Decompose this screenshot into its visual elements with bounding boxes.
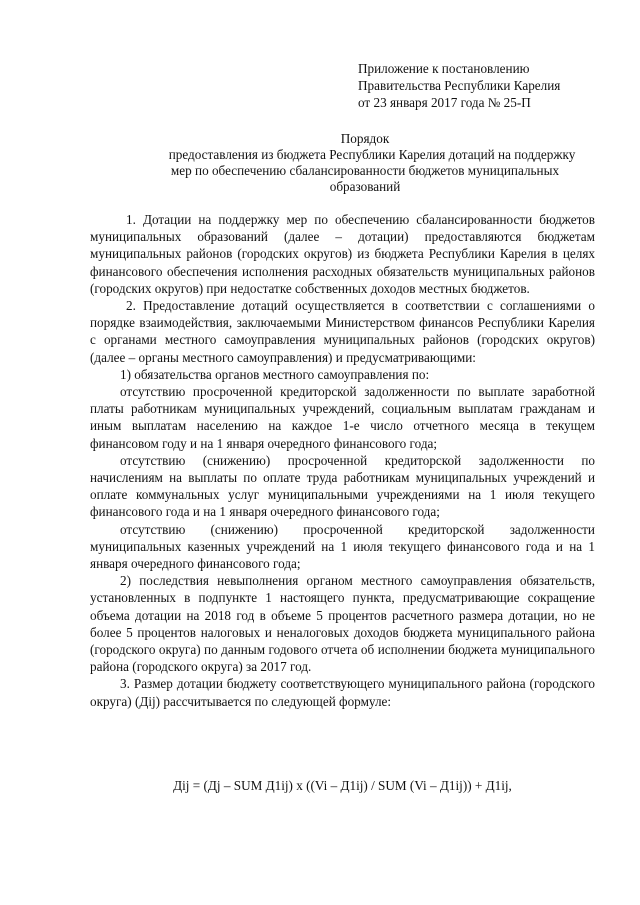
paragraph-2-1-c: отсутствию (снижению) просроченной кредиторской задолженности муниципальных казенных учреждений на 1 июля текущего финансового года и на 1 января очередного финансового года;	[90, 521, 595, 572]
document-title	[110, 131, 620, 195]
paragraph-2-1: 1) обязательства органов местного самоуправления по:	[120, 366, 430, 382]
paragraph-2: 2. Предоставление дотаций осуществляется в соответствии с соглашениями о порядке взаимодействия, заключаемыми Министерством финансов Республики Карелия с органами местного самоуправления муниципальных районов (городских округов) (далее – органы местного самоуправления) и предусматривающими:	[90, 298, 595, 365]
paragraph-3: 3. Размер дотации бюджету соответствующего муниципального района (городского округа) (Дij) рассчитывается по следующей формуле:	[90, 676, 595, 709]
appendix-line-3: от 23 января 2017 года № 25-П	[358, 95, 531, 110]
document-body	[90, 211, 595, 710]
formula: Дij = (Дj – SUM Д1ij) x ((Vi – Д1ij) / SUM (Vi – Д1ij)) + Д1ij,	[173, 778, 512, 793]
appendix-header	[358, 60, 608, 111]
paragraph-2-1-a: отсутствию просроченной кредиторской задолженности по выплате заработной платы работникам муниципальных учреждений, социальным выплатам гражданам и иным выплатам населению на каждое 1-е число отчетного месяца в текущем финансовом году и на 1 января очередного финансового года;	[90, 384, 595, 451]
paragraph-2-1-b: отсутствию (снижению) просроченной кредиторской задолженности по начислениям на выплаты по оплате труда работникам муниципальных учреждений и оплате коммунальных услуг муниципальными учреждениями на 1 июля текущего финансового года и на 1 января очередного финансового года;	[90, 452, 595, 520]
appendix-line-1: Приложение к постановлению	[358, 61, 530, 76]
paragraph-2-2: 2) последствия невыполнения органом местного самоуправления обязательств, установленных в подпункте 1 настоящего пункта, предусматривающие сокращение объема дотации на 2018 год в объеме 5 процентов расчетного размера дотации, но не более 5 процентов налоговых и неналоговых доходов бюджета муниципального района (городского округа) по данным годового отчета об исполнении бюджета муниципального района (городского округа) за 2017 год.	[90, 573, 595, 675]
title-line-4: образований	[329, 179, 401, 194]
appendix-line-2: Правительства Республики Карелия	[358, 78, 561, 93]
paragraph-1: 1. Дотации на поддержку мер по обеспечению сбалансированности бюджетов муниципальных образований (далее – дотации) предоставляются бюджетам муниципальных районов (городских округов) из бюджета Республики Карелия в целях финансового обеспечения исполнения расходных обязательств муниципальных районов (городских округов) при недостатке собственных доходов местных бюджетов.	[90, 212, 595, 296]
title-line-2: предоставления из бюджета Республики Карелия дотаций на поддержку	[168, 147, 576, 162]
title-line-3: мер по обеспечению сбалансированности бюджетов муниципальных	[170, 163, 560, 178]
title-line-1: Порядок	[340, 131, 390, 146]
